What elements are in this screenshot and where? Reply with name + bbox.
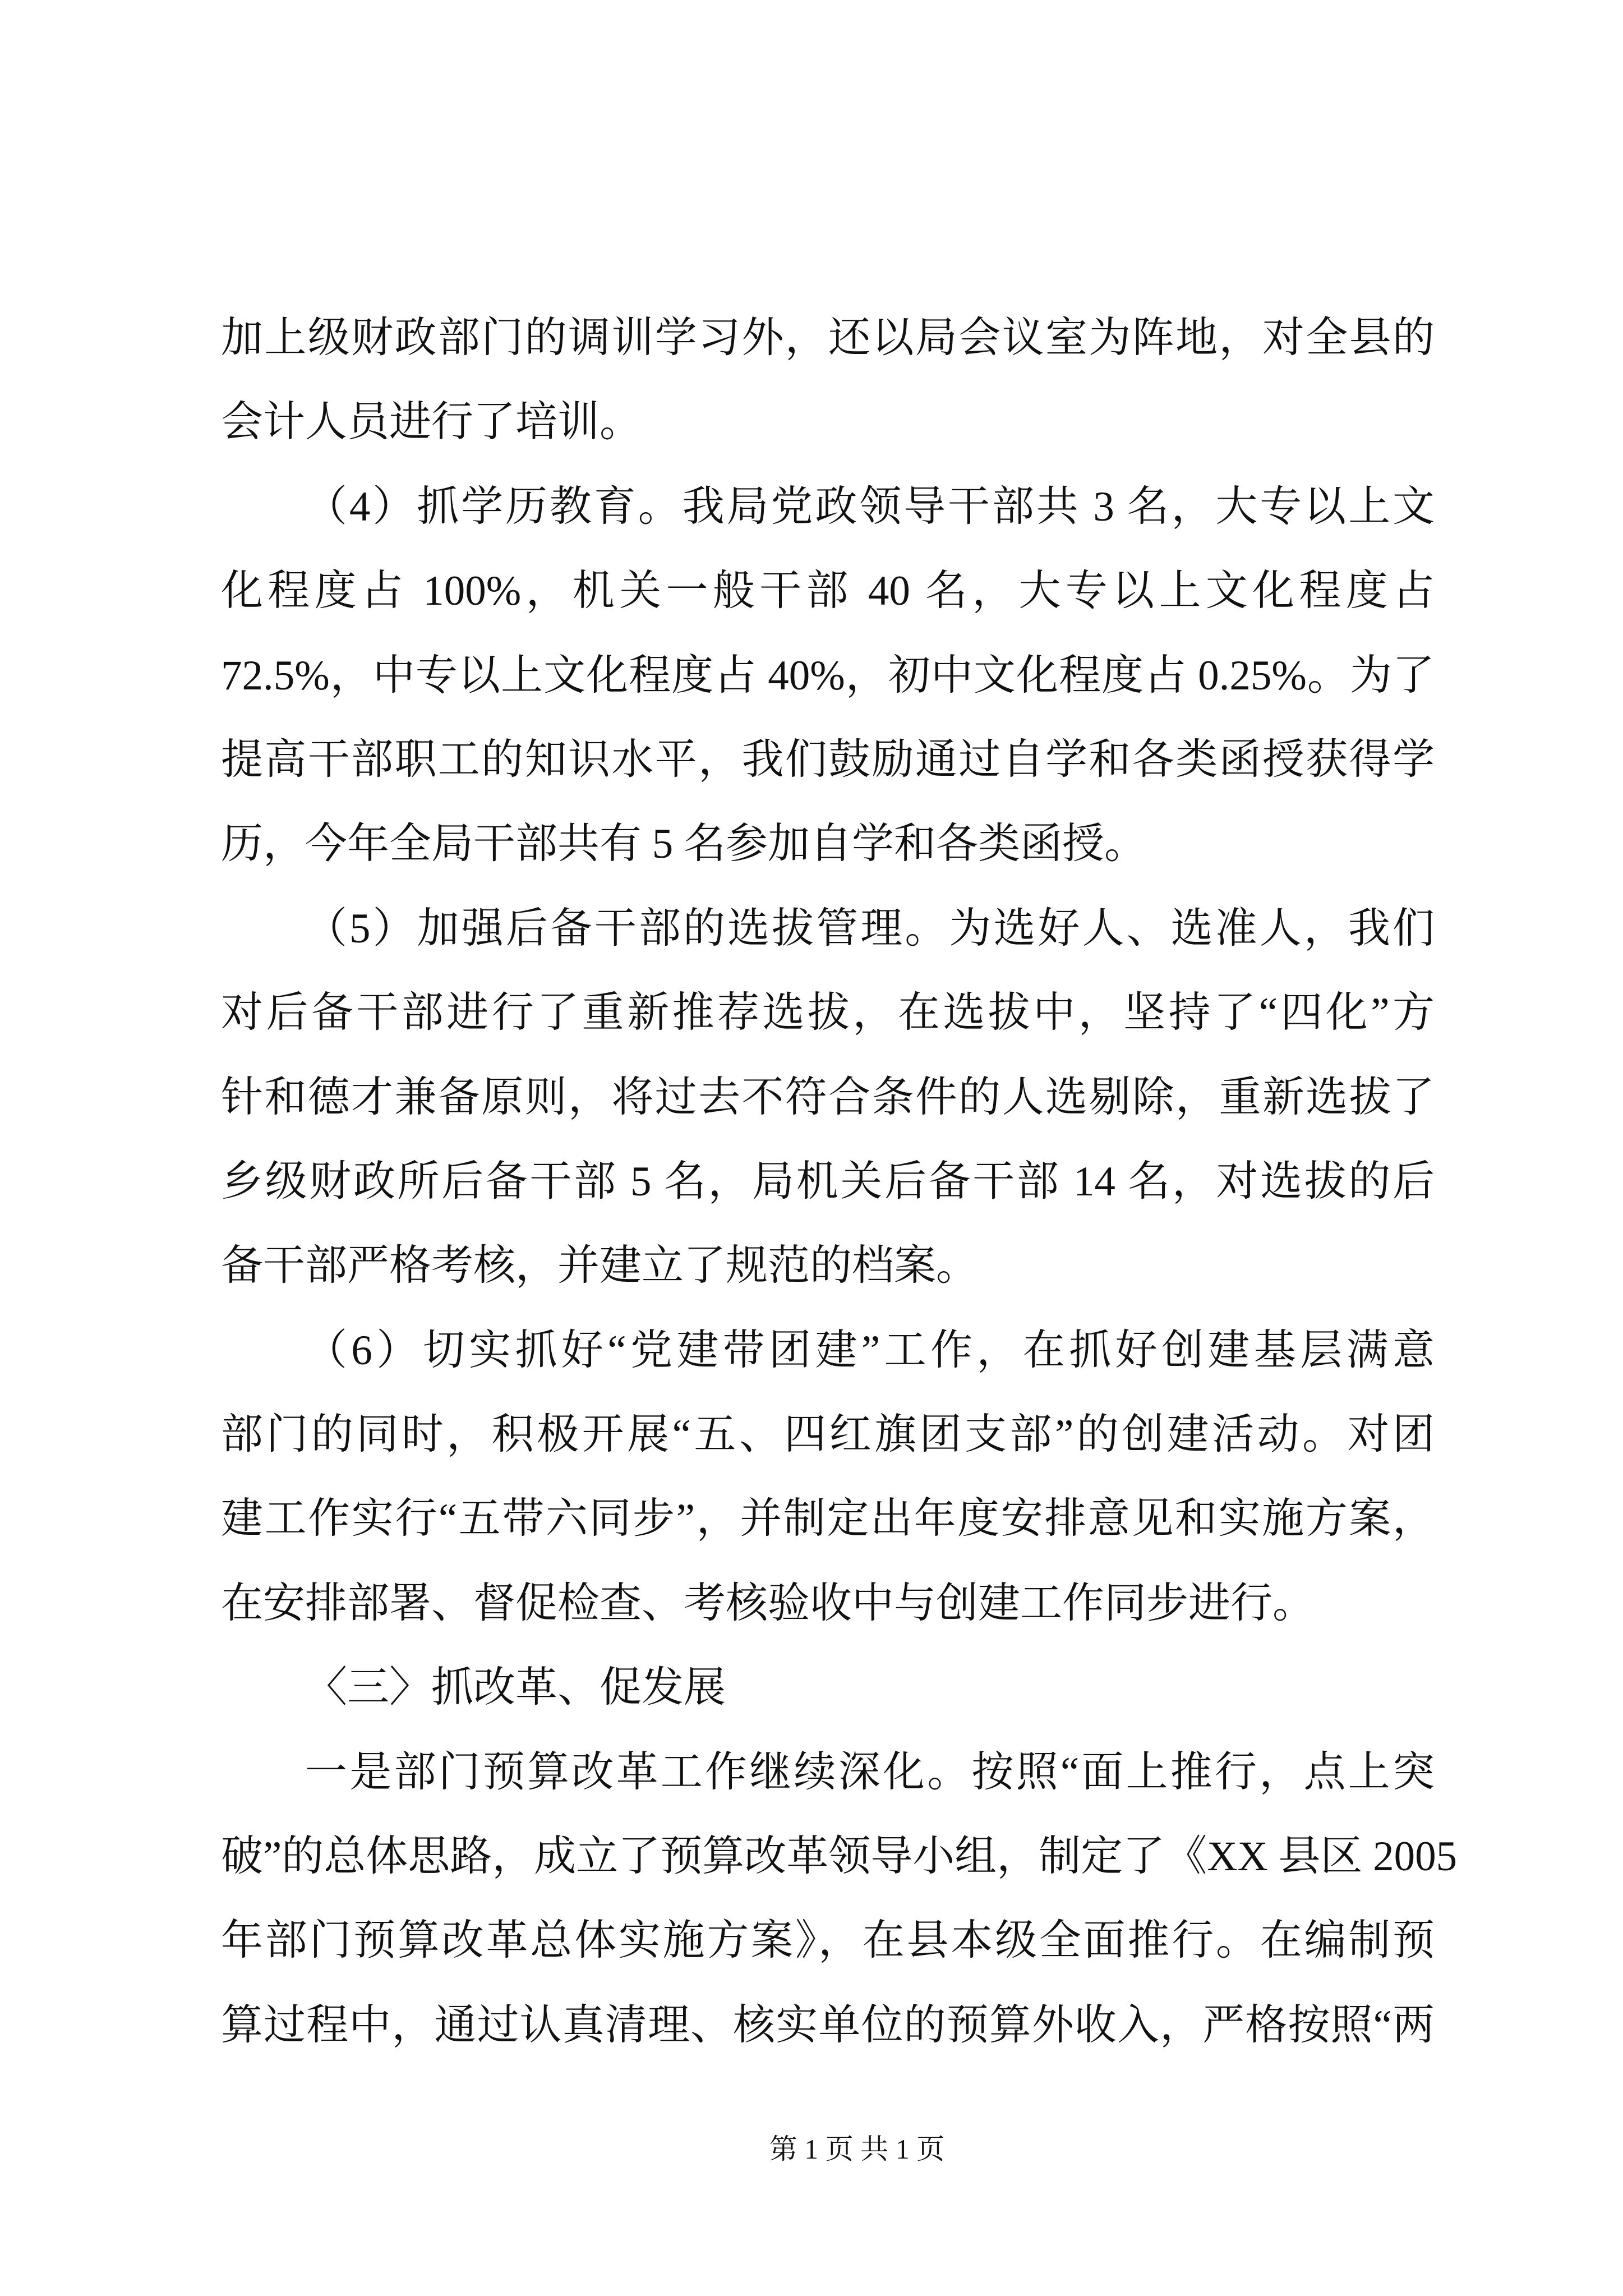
text-line: 对后备干部进行了重新推荐选拔，在选拔中，坚持了“四化”方 [221, 990, 1435, 1037]
text-line: 备干部严格考核，并建立了规范的档案。 [221, 1243, 979, 1290]
text-line: 年部门预算改革总体实施方案》，在县本级全面推行。在编制预 [221, 1917, 1435, 1964]
document-body [221, 296, 1458, 2068]
paragraph-continuation [221, 296, 1435, 465]
paragraph-item-6 [221, 1309, 1435, 1646]
text-line: 加上级财政部门的调训学习外，还以局会议室为阵地，对全县的 [221, 315, 1435, 361]
section-heading [221, 1646, 1435, 1730]
text-line: 一是部门预算改革工作继续深化。按照“面上推行，点上突 [305, 1749, 1435, 1796]
text-line: 提高干部职工的知识水平，我们鼓励通过自学和各类函授获得学 [221, 736, 1435, 783]
text-line: 会计人员进行了培训。 [221, 399, 642, 446]
text-line: （5）加强后备干部的选拔管理。为选好人、选准人，我们 [305, 905, 1435, 952]
text-line: 部门的同时，积极开展“五、四红旗团支部”的创建活动。对团 [221, 1411, 1435, 1458]
section-heading-text: 〈三〉抓改革、促发展 [305, 1664, 726, 1711]
page-number-footer: 第 1 页 共 1 页 [769, 2133, 945, 2165]
text-line: （4）抓学历教育。我局党政领导干部共 3 名，大专以上文 [305, 483, 1435, 530]
text-line: 化程度占 100%，机关一般干部 40 名，大专以上文化程度占 [221, 568, 1435, 615]
text-line: 建工作实行“五带六同步”，并制定出年度安排意见和实施方案， [221, 1496, 1435, 1543]
text-line: 乡级财政所后备干部 5 名，局机关后备干部 14 名，对选拔的后 [221, 1158, 1435, 1205]
paragraph-item-4 [221, 465, 1435, 887]
text-line: 在安排部署、督促检查、考核验收中与创建工作同步进行。 [221, 1580, 1315, 1627]
text-line: 72.5%，中专以上文化程度占 40%，初中文化程度占 0.25%。为了 [221, 652, 1435, 699]
text-line: 历，今年全局干部共有 5 名参加自学和各类函授。 [221, 821, 1147, 868]
text-line: （6）切实抓好“党建带团建”工作，在抓好创建基层满意 [305, 1327, 1435, 1374]
text-line: 破”的总体思路，成立了预算改革领导小组，制定了《XX 县区 2005 [221, 1833, 1458, 1880]
paragraph-item-5 [221, 887, 1435, 1309]
paragraph-budget-reform [221, 1731, 1458, 2068]
text-line: 算过程中，通过认真清理、核实单位的预算外收入，严格按照“两 [221, 2001, 1435, 2049]
text-line: 针和德才兼备原则，将过去不符合条件的人选剔除，重新选拔了 [221, 1074, 1435, 1121]
